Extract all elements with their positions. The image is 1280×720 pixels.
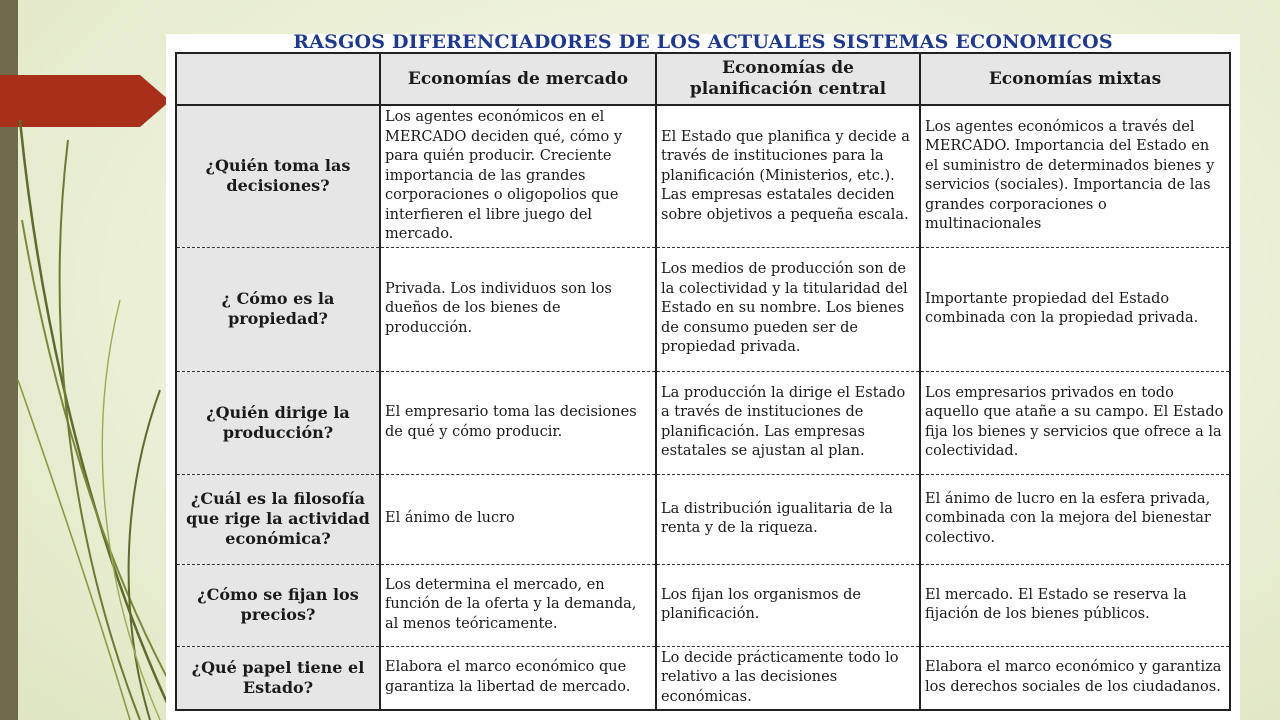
header-corner <box>176 53 380 105</box>
table-cell: La distribución igualitaria de la renta y de la riqueza. <box>656 474 920 564</box>
row-question: ¿ Cómo es la propiedad? <box>176 247 380 371</box>
table-cell: El ánimo de lucro <box>380 474 656 564</box>
table-row <box>176 105 1230 247</box>
table-cell: El Estado que planifica y decide a través de instituciones para la planificación (Ministerios, etc.). Las empresas estatales deciden sobre objetivos a pequeña escala. <box>656 105 920 247</box>
table-cell: El empresario toma las decisiones de qué y cómo producir. <box>380 371 656 474</box>
table-cell: Los medios de producción son de la colectividad y la titularidad del Estado en su nombre. Los bienes de consumo pueden ser de propiedad privada. <box>656 247 920 371</box>
table-cell: Lo decide prácticamente todo lo relativo a las decisiones económicas. <box>656 646 920 710</box>
table-cell: Elabora el marco económico que garantiza la libertad de mercado. <box>380 646 656 710</box>
table-cell: Los determina el mercado, en función de la oferta y la demanda, al menos teóricamente. <box>380 564 656 646</box>
table-cell: Privada. Los individuos son los dueños de los bienes de producción. <box>380 247 656 371</box>
header-central-planning: Economías de planificación central <box>656 53 920 105</box>
row-question: ¿Quién dirige la producción? <box>176 371 380 474</box>
table-cell: Los agentes económicos en el MERCADO deciden qué, cómo y para quién producir. Creciente importancia de las grandes corporaciones o oligopolios que interfieren el libre juego del mercado. <box>380 105 656 247</box>
row-question: ¿Cuál es la filosofía que rige la actividad económica? <box>176 474 380 564</box>
row-question: ¿Quién toma las decisiones? <box>176 105 380 247</box>
table-cell: Importante propiedad del Estado combinada con la propiedad privada. <box>920 247 1230 371</box>
table-header-row <box>176 53 1230 105</box>
slide-content <box>166 34 1240 720</box>
table-row <box>176 564 1230 646</box>
table-row <box>176 646 1230 710</box>
table-row <box>176 371 1230 474</box>
page-title: RASGOS DIFERENCIADORES DE LOS ACTUALES SISTEMAS ECONOMICOS <box>293 34 1113 52</box>
table-cell: Los empresarios privados en todo aquello que atañe a su campo. El Estado fija los bienes y servicios que ofrece a la colectividad. <box>920 371 1230 474</box>
table-cell: Los agentes económicos a través del MERCADO. Importancia del Estado en el suministro de determinados bienes y servicios (sociales). Importancia de las grandes corporaciones o multinacionales <box>920 105 1230 247</box>
table-cell: El ánimo de lucro en la esfera privada, combinada con la mejora del bienestar colectivo. <box>920 474 1230 564</box>
table-cell: El mercado. El Estado se reserva la fijación de los bienes públicos. <box>920 564 1230 646</box>
table-cell: La producción la dirige el Estado a través de instituciones de planificación. Las empresas estatales se ajustan al plan. <box>656 371 920 474</box>
header-mixed: Economías mixtas <box>920 53 1230 105</box>
table-row <box>176 474 1230 564</box>
row-question: ¿Cómo se fijan los precios? <box>176 564 380 646</box>
table-cell: Elabora el marco económico y garantiza los derechos sociales de los ciudadanos. <box>920 646 1230 710</box>
table-row <box>176 247 1230 371</box>
table-cell: Los fijan los organismos de planificación. <box>656 564 920 646</box>
row-question: ¿Qué papel tiene el Estado? <box>176 646 380 710</box>
swirl-decoration <box>0 120 190 720</box>
comparison-table <box>175 52 1231 711</box>
header-market: Economías de mercado <box>380 53 656 105</box>
